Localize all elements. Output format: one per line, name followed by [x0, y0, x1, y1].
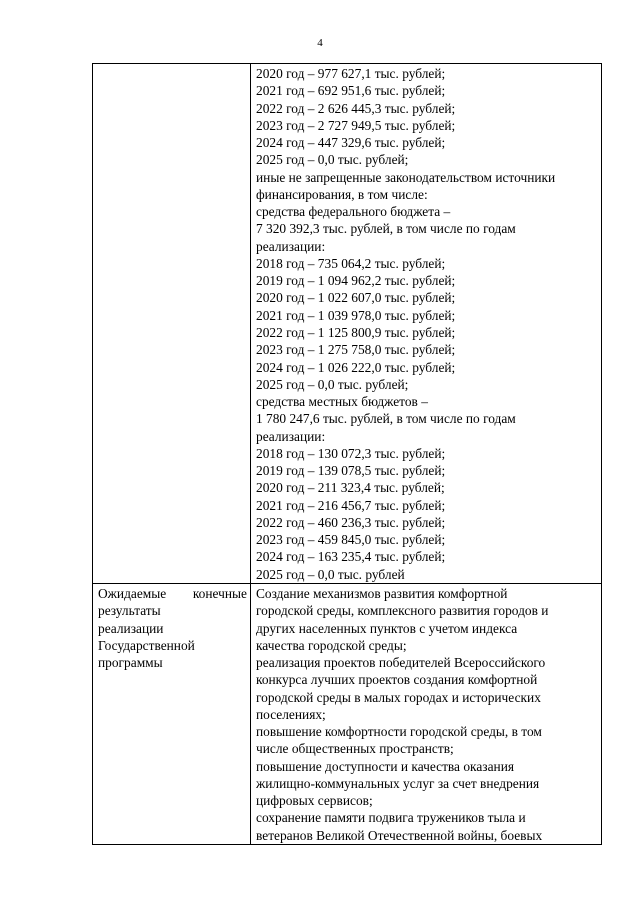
results-label-line: Ожидаемые конечные	[98, 585, 247, 601]
funding-line: 2025 год – 0,0 тыс. рублей	[256, 566, 405, 582]
funding-line: реализации:	[256, 238, 326, 254]
funding-line: 2022 год – 460 236,3 тыс. рублей;	[256, 514, 446, 530]
results-label-line: программы	[98, 655, 163, 671]
results-label-line: результаты	[98, 603, 161, 619]
results-label-line: Государственной	[98, 637, 195, 653]
results-line: повышение доступности и качества оказания	[256, 758, 515, 774]
funding-line: реализации:	[256, 428, 326, 444]
funding-line: 2023 год – 2 727 949,5 тыс. рублей;	[256, 117, 456, 133]
funding-line: 2023 год – 1 275 758,0 тыс. рублей;	[256, 342, 456, 358]
results-line: сохранение памяти подвига тружеников тыла и	[256, 810, 526, 826]
results-line: ветеранов Великой Отечественной войны, боевых	[256, 827, 543, 843]
funding-line: 2020 год – 977 627,1 тыс. рублей;	[256, 66, 446, 81]
funding-line: 2021 год – 216 456,7 тыс. рублей;	[256, 497, 446, 513]
results-line: повышение комфортности городской среды, в том	[256, 724, 542, 740]
funding-line: финансирования, в том числе:	[256, 186, 428, 202]
page-number: 4	[317, 37, 323, 49]
funding-line: 2018 год – 130 072,3 тыс. рублей;	[256, 445, 446, 461]
funding-line: средства федерального бюджета –	[256, 204, 451, 220]
funding-line: 2020 год – 1 022 607,0 тыс. рублей;	[256, 290, 456, 306]
funding-line: иные не запрещенные законодательством источники	[256, 169, 556, 185]
funding-line: 7 320 392,3 тыс. рублей, в том числе по годам	[256, 221, 516, 237]
results-line: поселениях;	[256, 706, 326, 722]
results-line: городской среды, комплексного развития городов и	[256, 603, 549, 619]
funding-line: 2024 год – 447 329,6 тыс. рублей;	[256, 135, 446, 151]
results-line: других населенных пунктов с учетом индекса	[256, 620, 518, 636]
funding-line: 2022 год – 2 626 445,3 тыс. рублей;	[256, 100, 456, 116]
results-line: жилищно-коммунальных услуг за счет внедрения	[256, 775, 540, 791]
results-line: качества городской среды;	[256, 637, 407, 653]
funding-line: 2019 год – 1 094 962,2 тыс. рублей;	[256, 273, 456, 289]
funding-value-cell	[251, 64, 602, 584]
results-value-cell	[251, 583, 602, 844]
results-line: цифровых сервисов;	[256, 793, 373, 809]
results-line: реализация проектов победителей Всероссийского	[256, 655, 546, 671]
funding-line: 2023 год – 459 845,0 тыс. рублей;	[256, 532, 446, 548]
results-line: конкурса лучших проектов создания комфортной	[256, 672, 538, 688]
funding-line: 1 780 247,6 тыс. рублей, в том числе по годам	[256, 411, 516, 427]
table-row-funding	[93, 64, 602, 584]
results-line: числе общественных пространств;	[256, 741, 454, 757]
funding-line: 2022 год – 1 125 800,9 тыс. рублей;	[256, 324, 456, 340]
funding-line: 2020 год – 211 323,4 тыс. рублей;	[256, 480, 445, 496]
funding-line: 2025 год – 0,0 тыс. рублей;	[256, 152, 409, 168]
funding-line: 2021 год – 692 951,6 тыс. рублей;	[256, 83, 446, 99]
funding-line: средства местных бюджетов –	[256, 394, 428, 410]
funding-line: 2019 год – 139 078,5 тыс. рублей;	[256, 463, 446, 479]
funding-label-cell	[93, 64, 251, 584]
table-row-expected-results	[93, 583, 602, 844]
results-line: Создание механизмов развития комфортной	[256, 585, 508, 601]
funding-line: 2025 год – 0,0 тыс. рублей;	[256, 376, 409, 392]
results-label-cell	[93, 583, 251, 844]
funding-line: 2024 год – 163 235,4 тыс. рублей;	[256, 549, 446, 565]
results-line: городской среды в малых городах и исторических	[256, 689, 541, 705]
results-label-line: реализации	[98, 620, 164, 636]
funding-line: 2021 год – 1 039 978,0 тыс. рублей;	[256, 307, 456, 323]
program-passport-table	[92, 63, 602, 845]
funding-line: 2018 год – 735 064,2 тыс. рублей;	[256, 255, 446, 271]
funding-line: 2024 год – 1 026 222,0 тыс. рублей;	[256, 359, 456, 375]
